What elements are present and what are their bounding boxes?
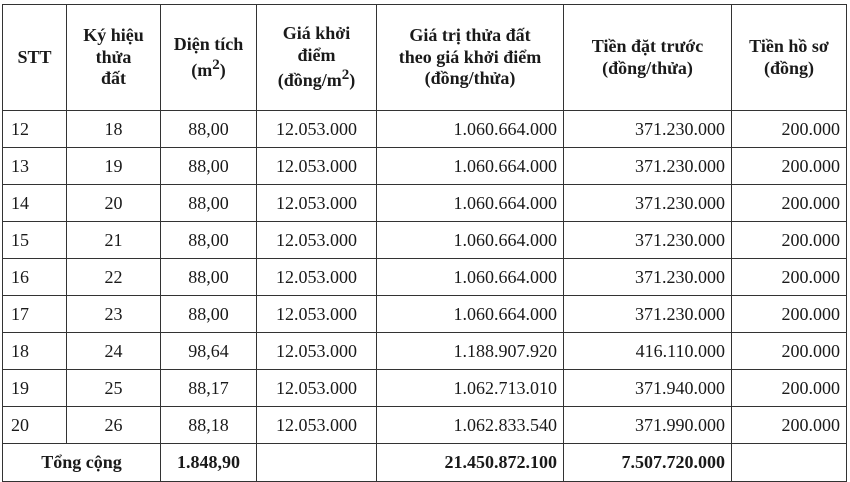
- cell-gia-khoi-diem: 12.053.000: [257, 111, 377, 148]
- table-row: [3, 333, 847, 370]
- total-label: Tổng cộng: [3, 444, 161, 482]
- cell-gia-tri: 1.060.664.000: [377, 111, 564, 148]
- header-gia-khoi-diem: [257, 5, 377, 111]
- cell-tien-ho-so: 200.000: [732, 296, 847, 333]
- cell-gia-tri: 1.062.713.010: [377, 370, 564, 407]
- cell-stt: 13: [3, 148, 67, 185]
- cell-ky-hieu: 22: [67, 259, 161, 296]
- header-ky-hieu: Ký hiệu thửa đất: [67, 5, 161, 111]
- header-tien-ho-so: Tiền hồ sơ (đồng): [732, 5, 847, 111]
- header-dien-tich-unit: $(m^2)$: [191, 56, 226, 80]
- cell-dien-tich: 98,64: [161, 333, 257, 370]
- total-gia-khoi-diem: [257, 444, 377, 482]
- cell-stt: 16: [3, 259, 67, 296]
- total-gia-tri: 21.450.872.100: [377, 444, 564, 482]
- cell-tien-ho-so: 200.000: [732, 222, 847, 259]
- cell-tien-dat-truoc: 371.230.000: [564, 259, 732, 296]
- header-stt: STT: [3, 5, 67, 111]
- cell-gia-tri: 1.060.664.000: [377, 222, 564, 259]
- cell-gia-tri: 1.060.664.000: [377, 185, 564, 222]
- cell-stt: 18: [3, 333, 67, 370]
- cell-gia-khoi-diem: 12.053.000: [257, 333, 377, 370]
- cell-tien-ho-so: 200.000: [732, 111, 847, 148]
- cell-dien-tich: 88,17: [161, 370, 257, 407]
- cell-stt: 12: [3, 111, 67, 148]
- cell-tien-dat-truoc: 371.230.000: [564, 296, 732, 333]
- cell-gia-tri: 1.060.664.000: [377, 148, 564, 185]
- cell-dien-tich: 88,00: [161, 222, 257, 259]
- table-row: [3, 296, 847, 333]
- cell-ky-hieu: 18: [67, 111, 161, 148]
- cell-gia-khoi-diem: 12.053.000: [257, 407, 377, 444]
- cell-gia-khoi-diem: 12.053.000: [257, 222, 377, 259]
- cell-stt: 14: [3, 185, 67, 222]
- cell-dien-tich: 88,00: [161, 111, 257, 148]
- total-dien-tich: 1.848,90: [161, 444, 257, 482]
- table-row: [3, 185, 847, 222]
- cell-ky-hieu: 21: [67, 222, 161, 259]
- cell-stt: 19: [3, 370, 67, 407]
- cell-dien-tich: 88,00: [161, 259, 257, 296]
- cell-gia-tri: 1.060.664.000: [377, 296, 564, 333]
- table-row: [3, 148, 847, 185]
- cell-gia-tri: 1.188.907.920: [377, 333, 564, 370]
- table-row: [3, 370, 847, 407]
- header-dien-tich-label: Diện tích: [173, 33, 244, 54]
- cell-dien-tich: 88,00: [161, 296, 257, 333]
- table-row: [3, 222, 847, 259]
- header-tien-dat-truoc: Tiền đặt trước (đồng/thửa): [564, 5, 732, 111]
- cell-gia-khoi-diem: 12.053.000: [257, 259, 377, 296]
- cell-gia-khoi-diem: 12.053.000: [257, 296, 377, 333]
- header-row: [3, 5, 847, 111]
- cell-gia-khoi-diem: 12.053.000: [257, 370, 377, 407]
- total-tien-dat-truoc: 7.507.720.000: [564, 444, 732, 482]
- total-tien-ho-so: [732, 444, 847, 482]
- table-row: [3, 407, 847, 444]
- header-gia-tri: Giá trị thửa đất theo giá khởi điểm (đồng/thửa): [377, 5, 564, 111]
- cell-gia-khoi-diem: 12.053.000: [257, 185, 377, 222]
- cell-ky-hieu: 26: [67, 407, 161, 444]
- cell-tien-ho-so: 200.000: [732, 333, 847, 370]
- cell-tien-dat-truoc: 371.990.000: [564, 407, 732, 444]
- cell-tien-dat-truoc: 416.110.000: [564, 333, 732, 370]
- cell-dien-tich: 88,18: [161, 407, 257, 444]
- cell-gia-khoi-diem: 12.053.000: [257, 148, 377, 185]
- cell-tien-ho-so: 200.000: [732, 370, 847, 407]
- cell-gia-tri: 1.062.833.540: [377, 407, 564, 444]
- cell-stt: 20: [3, 407, 67, 444]
- cell-ky-hieu: 20: [67, 185, 161, 222]
- cell-stt: 17: [3, 296, 67, 333]
- cell-tien-dat-truoc: 371.230.000: [564, 222, 732, 259]
- cell-ky-hieu: 24: [67, 333, 161, 370]
- cell-tien-dat-truoc: 371.230.000: [564, 148, 732, 185]
- cell-tien-dat-truoc: 371.230.000: [564, 111, 732, 148]
- cell-tien-ho-so: 200.000: [732, 407, 847, 444]
- cell-ky-hieu: 23: [67, 296, 161, 333]
- header-gia-khoi-diem-label: Giá khởi điểm: [282, 23, 351, 65]
- cell-tien-dat-truoc: 371.940.000: [564, 370, 732, 407]
- cell-ky-hieu: 25: [67, 370, 161, 407]
- table-row: [3, 111, 847, 148]
- cell-tien-ho-so: 200.000: [732, 259, 847, 296]
- cell-tien-dat-truoc: 371.230.000: [564, 185, 732, 222]
- header-dien-tich: [161, 5, 257, 111]
- table-row: [3, 259, 847, 296]
- land-lot-table: [2, 4, 847, 482]
- cell-stt: 15: [3, 222, 67, 259]
- cell-gia-tri: 1.060.664.000: [377, 259, 564, 296]
- cell-tien-ho-so: 200.000: [732, 185, 847, 222]
- cell-dien-tich: 88,00: [161, 185, 257, 222]
- cell-ky-hieu: 19: [67, 148, 161, 185]
- total-row: [3, 444, 847, 482]
- header-gia-khoi-diem-unit: $(đồng/m^2)$: [277, 67, 356, 91]
- cell-tien-ho-so: 200.000: [732, 148, 847, 185]
- cell-dien-tich: 88,00: [161, 148, 257, 185]
